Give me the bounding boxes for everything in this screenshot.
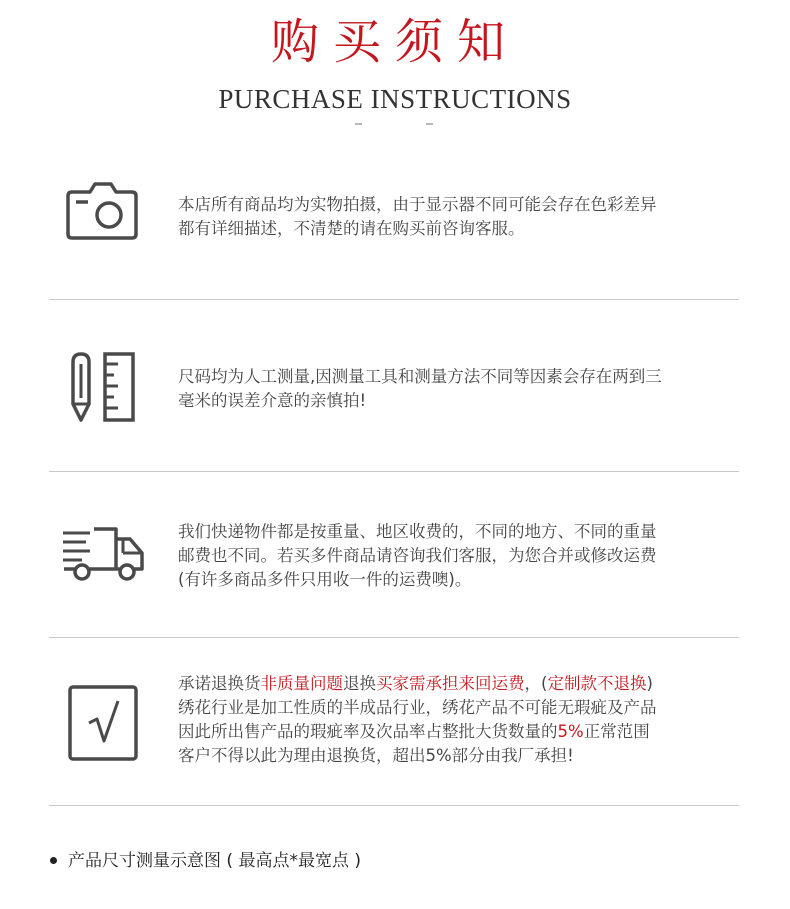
section-size-line: 毫米的误差介意的亲慎拍! [178,391,367,410]
section-returns-text [178,672,738,768]
returns-highlight: 定制款不退换 [547,674,647,693]
pencil-ruler-icon [68,350,138,429]
page-title-cn: 购买须知 [270,14,519,70]
returns-text-fragment: 退换 [343,674,376,693]
size-diagram-caption: 产品尺寸测量示意图 ( 最高点*最宽点 ) [68,851,361,871]
camera-icon [66,180,138,246]
returns-highlight: 非质量问题 [260,674,343,693]
delivery-truck-icon [60,525,146,587]
section-returns-line [178,672,738,696]
section-camera-text [178,193,738,241]
section-camera-line: 都有详细描述，不清楚的请在购买前咨询客服。 [178,219,525,238]
returns-highlight: 5% [557,722,584,741]
returns-highlight: 买家需承担来回运费 [376,674,525,693]
section-size-text [178,365,738,413]
bullet-dot [50,857,57,864]
section-divider [49,637,739,638]
section-returns-line: 客户不得以此为理由退换货，超出5%部分由我厂承担! [178,746,574,765]
checkmark-box-icon [68,685,138,765]
section-shipping-text [178,520,738,592]
section-shipping-line: 邮费也不同。若买多件商品请咨询我们客服，为您合并或修改运费 [178,546,657,565]
section-divider [49,471,739,472]
section-divider [49,299,739,300]
section-returns-line [178,720,738,744]
returns-text-fragment: ) [646,674,653,693]
returns-text-fragment: 承诺退换货 [178,674,261,693]
section-returns-line: 绣花行业是加工性质的半成品行业，绣花产品不可能无瑕疵及产品 [178,698,657,717]
section-shipping-line: (有许多商品多件只用收一件的运费噢)。 [178,570,472,589]
returns-text-fragment: 正常范围 [583,722,650,741]
section-size-line: 尺码均为人工测量,因测量工具和测量方法不同等因素会存在两到三 [178,367,662,386]
page-title-en: PURCHASE INSTRUCTIONS [218,84,572,114]
returns-text-fragment: ，( [524,674,548,693]
section-camera-line: 本店所有商品均为实物拍摄，由于显示器不同可能会存在色彩差异 [178,195,657,214]
returns-text-fragment: 因此所出售产品的瑕疵率及次品率占整批大货数量的 [178,722,558,741]
section-shipping-line: 我们快递物件都是按重量、地区收费的，不同的地方、不同的重量 [178,522,657,541]
section-divider [49,805,739,806]
title-decoration-left [355,123,362,125]
title-decoration-right [426,123,433,125]
